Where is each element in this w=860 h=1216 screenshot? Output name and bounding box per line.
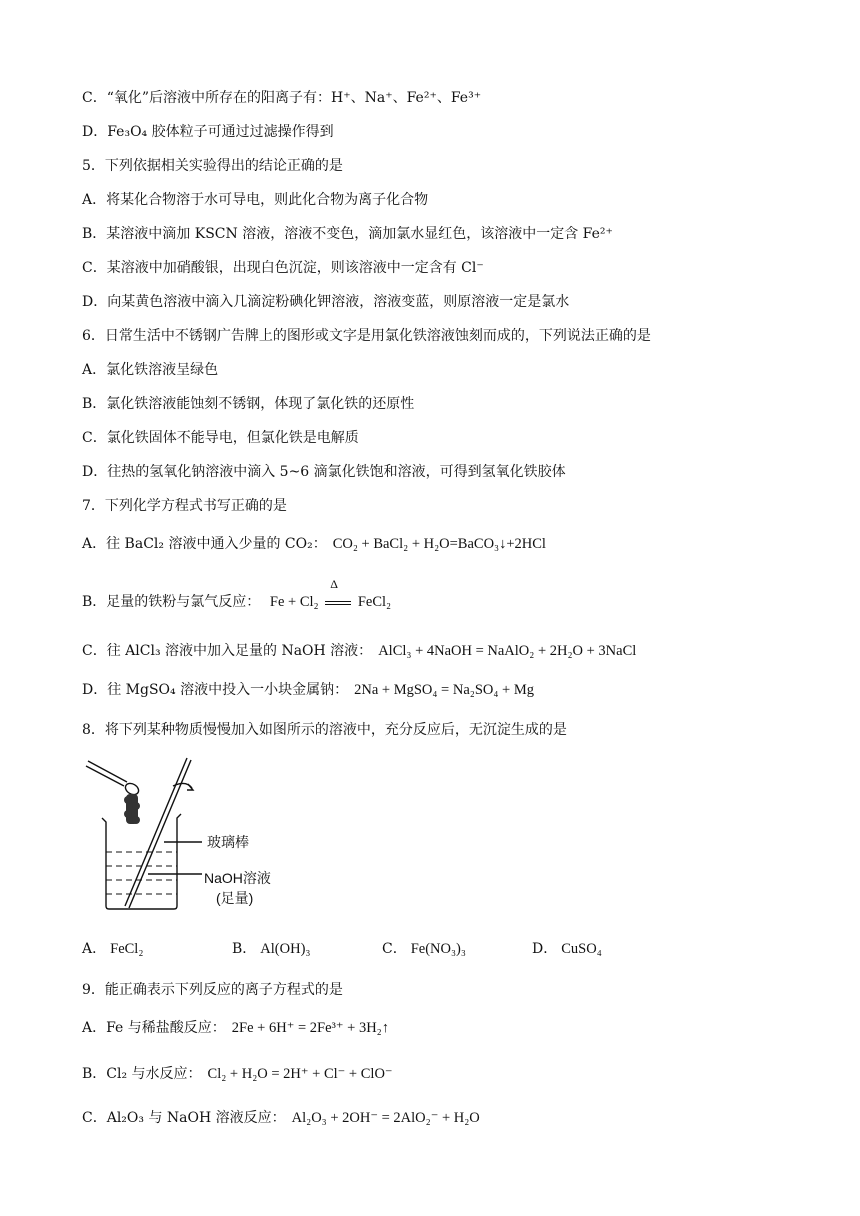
q8-choice-a[interactable] bbox=[82, 938, 143, 958]
choice-letter: D． bbox=[532, 941, 558, 957]
q6-option-c: C．氯化铁固体不能导电，但氯化铁是电解质 bbox=[82, 430, 359, 446]
q7c-equation: AlCl₃ + 4NaOH = NaAlO₂ + 2H₂O + 3NaCl bbox=[378, 643, 637, 659]
q9b-equation: Cl₂ + H₂O = 2H⁺ + Cl⁻ + ClO⁻ bbox=[207, 1066, 393, 1082]
q7-option-b bbox=[82, 577, 392, 612]
substance-on-spoon bbox=[124, 794, 140, 824]
choice-letter: C． bbox=[382, 941, 407, 957]
question-7: 7．下列化学方程式书写正确的是 bbox=[82, 498, 287, 514]
line-q4c: C．“氧化”后溶液中所存在的阳离子有：H⁺、Na⁺、Fe²⁺、Fe³⁺ bbox=[82, 90, 482, 106]
q7d-text: D．往 MgSO₄ 溶液中投入一小块金属钠： bbox=[82, 682, 349, 698]
q6-option-d: D．往热的氢氧化钠溶液中滴入 5~6 滴氯化铁饱和溶液，可得到氢氧化铁胶体 bbox=[82, 464, 566, 480]
q9b-text: B．Cl₂ 与水反应： bbox=[82, 1066, 202, 1082]
q9-option-a bbox=[82, 1018, 389, 1038]
q6-option-b: B．氯化铁溶液能蚀刻不锈钢，体现了氯化铁的还原性 bbox=[82, 396, 415, 412]
choice-value: Al(OH)₃ bbox=[260, 941, 311, 957]
q7-option-a bbox=[82, 534, 546, 554]
q8-choice-d[interactable] bbox=[532, 938, 602, 958]
q9c-text: C．Al₂O₃ 与 NaOH 溶液反应： bbox=[82, 1110, 286, 1126]
q7b-text: B．足量的铁粉与氯气反应： bbox=[82, 594, 261, 610]
heat-symbol: Δ bbox=[330, 577, 338, 591]
q7b-reactants: Fe + Cl₂ bbox=[269, 594, 319, 610]
question-8: 8．将下列某种物质慢慢加入如图所示的溶液中，充分反应后，无沉淀生成的是 bbox=[82, 722, 567, 738]
choice-letter: B． bbox=[232, 941, 257, 957]
question-6: 6．日常生活中不锈钢广告牌上的图形或文字是用氯化铁溶液蚀刻而成的，下列说法正确的是 bbox=[82, 328, 651, 344]
q8-choice-b[interactable] bbox=[232, 938, 310, 958]
q9a-text: A．Fe 与稀盐酸反应： bbox=[82, 1020, 226, 1036]
solution-level-lines bbox=[106, 852, 177, 894]
question-5: 5．下列依据相关实验得出的结论正确的是 bbox=[82, 158, 343, 174]
heat-condition-equals bbox=[322, 577, 354, 612]
q9c-equation: Al₂O₃ + 2OH⁻ = 2AlO₂⁻ + H₂O bbox=[291, 1110, 480, 1126]
choice-value: FeCl₂ bbox=[110, 941, 144, 957]
q8-choice-c[interactable] bbox=[382, 938, 466, 958]
q5-option-d: D．向某黄色溶液中滴入几滴淀粉碘化钾溶液，溶液变蓝，则原溶液一定是氯水 bbox=[82, 294, 570, 310]
q5-option-c: C．某溶液中加硝酸银，出现白色沉淀，则该溶液中一定含有 Cl⁻ bbox=[82, 260, 484, 276]
q9-option-b bbox=[82, 1064, 393, 1084]
q7-option-c bbox=[82, 641, 636, 661]
q9a-equation: 2Fe + 6H⁺ = 2Fe³⁺ + 3H₂↑ bbox=[231, 1020, 389, 1036]
q6-option-a: A．氯化铁溶液呈绿色 bbox=[82, 362, 219, 378]
label-amount: (足量) bbox=[216, 890, 254, 906]
label-naoh-solution: NaOH溶液 bbox=[204, 870, 271, 886]
q7d-equation: 2Na + MgSO₄ = Na₂SO₄ + Mg bbox=[354, 682, 534, 698]
line-q4d: D．Fe₃O₄ 胶体粒子可通过过滤操作得到 bbox=[82, 124, 334, 140]
q5-option-a: A．将某化合物溶于水可导电，则此化合物为离子化合物 bbox=[82, 192, 429, 208]
q7-option-d bbox=[82, 680, 534, 700]
q5-option-b: B．某溶液中滴加 KSCN 溶液，溶液不变色，滴加氯水显红色，该溶液中一定含 Fe²⁺ bbox=[82, 226, 613, 242]
choice-value: CuSO₄ bbox=[561, 941, 602, 957]
beaker bbox=[102, 814, 181, 909]
choice-value: Fe(NO₃)₃ bbox=[410, 941, 466, 957]
choice-letter: A． bbox=[82, 941, 107, 957]
q7a-equation: CO₂ + BaCl₂ + H₂O=BaCO₃↓+2HCl bbox=[332, 536, 546, 552]
label-glass-rod: 玻璃棒 bbox=[207, 834, 249, 850]
question-9: 9．能正确表示下列反应的离子方程式的是 bbox=[82, 982, 343, 998]
q7b-product: FeCl₂ bbox=[357, 594, 392, 610]
q7a-text: A．往 BaCl₂ 溶液中通入少量的 CO₂： bbox=[82, 536, 327, 552]
q9-option-c bbox=[82, 1108, 480, 1128]
spoon bbox=[86, 766, 124, 786]
q7c-text: C．往 AlCl₃ 溶液中加入足量的 NaOH 溶液： bbox=[82, 643, 373, 659]
beaker-figure bbox=[80, 756, 285, 916]
